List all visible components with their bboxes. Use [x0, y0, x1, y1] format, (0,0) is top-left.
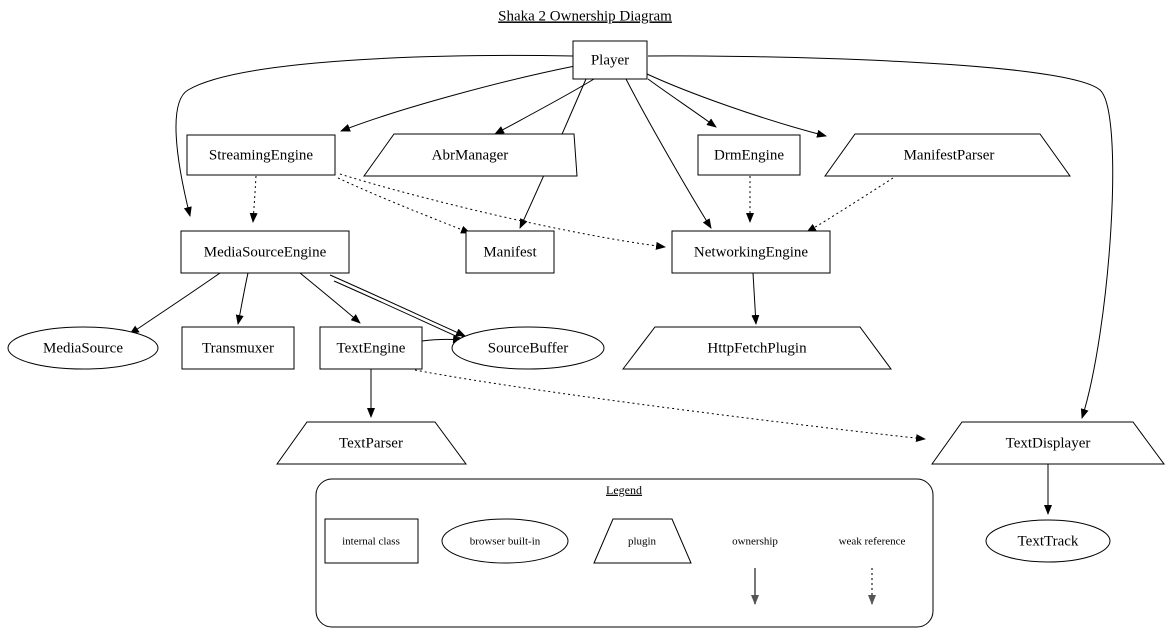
legend-item-label: weak reference: [838, 535, 906, 548]
edge-textengine-textdisplayer: [415, 370, 925, 439]
node-label: SourceBuffer: [487, 340, 569, 357]
node-label: MediaSourceEngine: [203, 244, 327, 261]
legend-item-label: ownership: [732, 535, 778, 548]
edge-streamingengine-mediasourceengine: [253, 176, 256, 222]
edge-mse-mediasource: [130, 273, 220, 334]
node-label: Manifest: [483, 244, 537, 261]
edge-player-streamingengine: [341, 66, 575, 131]
edge-player-abrmanager: [495, 79, 594, 134]
edge-mse-textengine: [300, 273, 360, 323]
node-label: TextParser: [339, 435, 403, 452]
node-label: ManifestParser: [903, 147, 995, 164]
legend: [316, 479, 933, 627]
diagram-title: Shaka 2 Ownership Diagram: [498, 8, 672, 25]
edge-networkingengine-httpfetchplugin: [753, 273, 756, 324]
edge-mse-transmuxer: [238, 273, 248, 324]
node-abrmanager[interactable]: [364, 134, 577, 176]
node-mediasource[interactable]: [8, 327, 158, 369]
legend-item-label: internal class: [342, 535, 400, 548]
node-manifest[interactable]: [466, 231, 554, 273]
node-label: HttpFetchPlugin: [707, 340, 807, 357]
node-drmengine[interactable]: [698, 135, 800, 175]
node-label: NetworkingEngine: [693, 244, 809, 261]
legend-item-browser-built-in: [442, 519, 568, 563]
node-label: MediaSource: [43, 340, 123, 357]
node-sourcebuffer[interactable]: [452, 327, 604, 369]
edge-streamingengine-manifest: [338, 178, 470, 233]
node-label: TextDisplayer: [1005, 435, 1091, 452]
node-label: Transmuxer: [202, 340, 274, 357]
node-mediasourceengine[interactable]: [181, 231, 349, 273]
edges-weak: [253, 174, 925, 439]
legend-item-internal-class: [325, 519, 418, 563]
node-texttrack[interactable]: [986, 520, 1110, 562]
node-httpfetchplugin[interactable]: [623, 327, 891, 369]
node-label: TextEngine: [336, 340, 406, 357]
node-manifestparser[interactable]: [825, 134, 1070, 176]
edge-manifestparser-networkingengine: [807, 178, 893, 232]
legend-title: Legend: [606, 482, 642, 497]
node-label: AbrManager: [431, 147, 509, 164]
node-label: Player: [590, 52, 630, 69]
edge-player-manifestparser: [647, 74, 826, 136]
legend-item-plugin: [594, 519, 691, 563]
node-textengine[interactable]: [320, 327, 422, 369]
node-label: StreamingEngine: [208, 147, 314, 164]
edge-player-drmengine: [648, 79, 716, 127]
node-streamingengine[interactable]: [187, 135, 335, 175]
node-transmuxer[interactable]: [182, 327, 294, 369]
legend-item-weak-reference: [839, 536, 906, 604]
node-textdisplayer[interactable]: [932, 422, 1164, 464]
node-textparser[interactable]: [277, 422, 466, 464]
node-label: DrmEngine: [714, 147, 784, 164]
node-label: TextTrack: [1017, 533, 1079, 550]
node-networkingengine[interactable]: [672, 231, 830, 273]
legend-item-label: browser built-in: [469, 535, 541, 548]
legend-item-label: plugin: [627, 535, 657, 548]
legend-item-ownership: [732, 536, 778, 604]
node-player[interactable]: [573, 41, 647, 79]
